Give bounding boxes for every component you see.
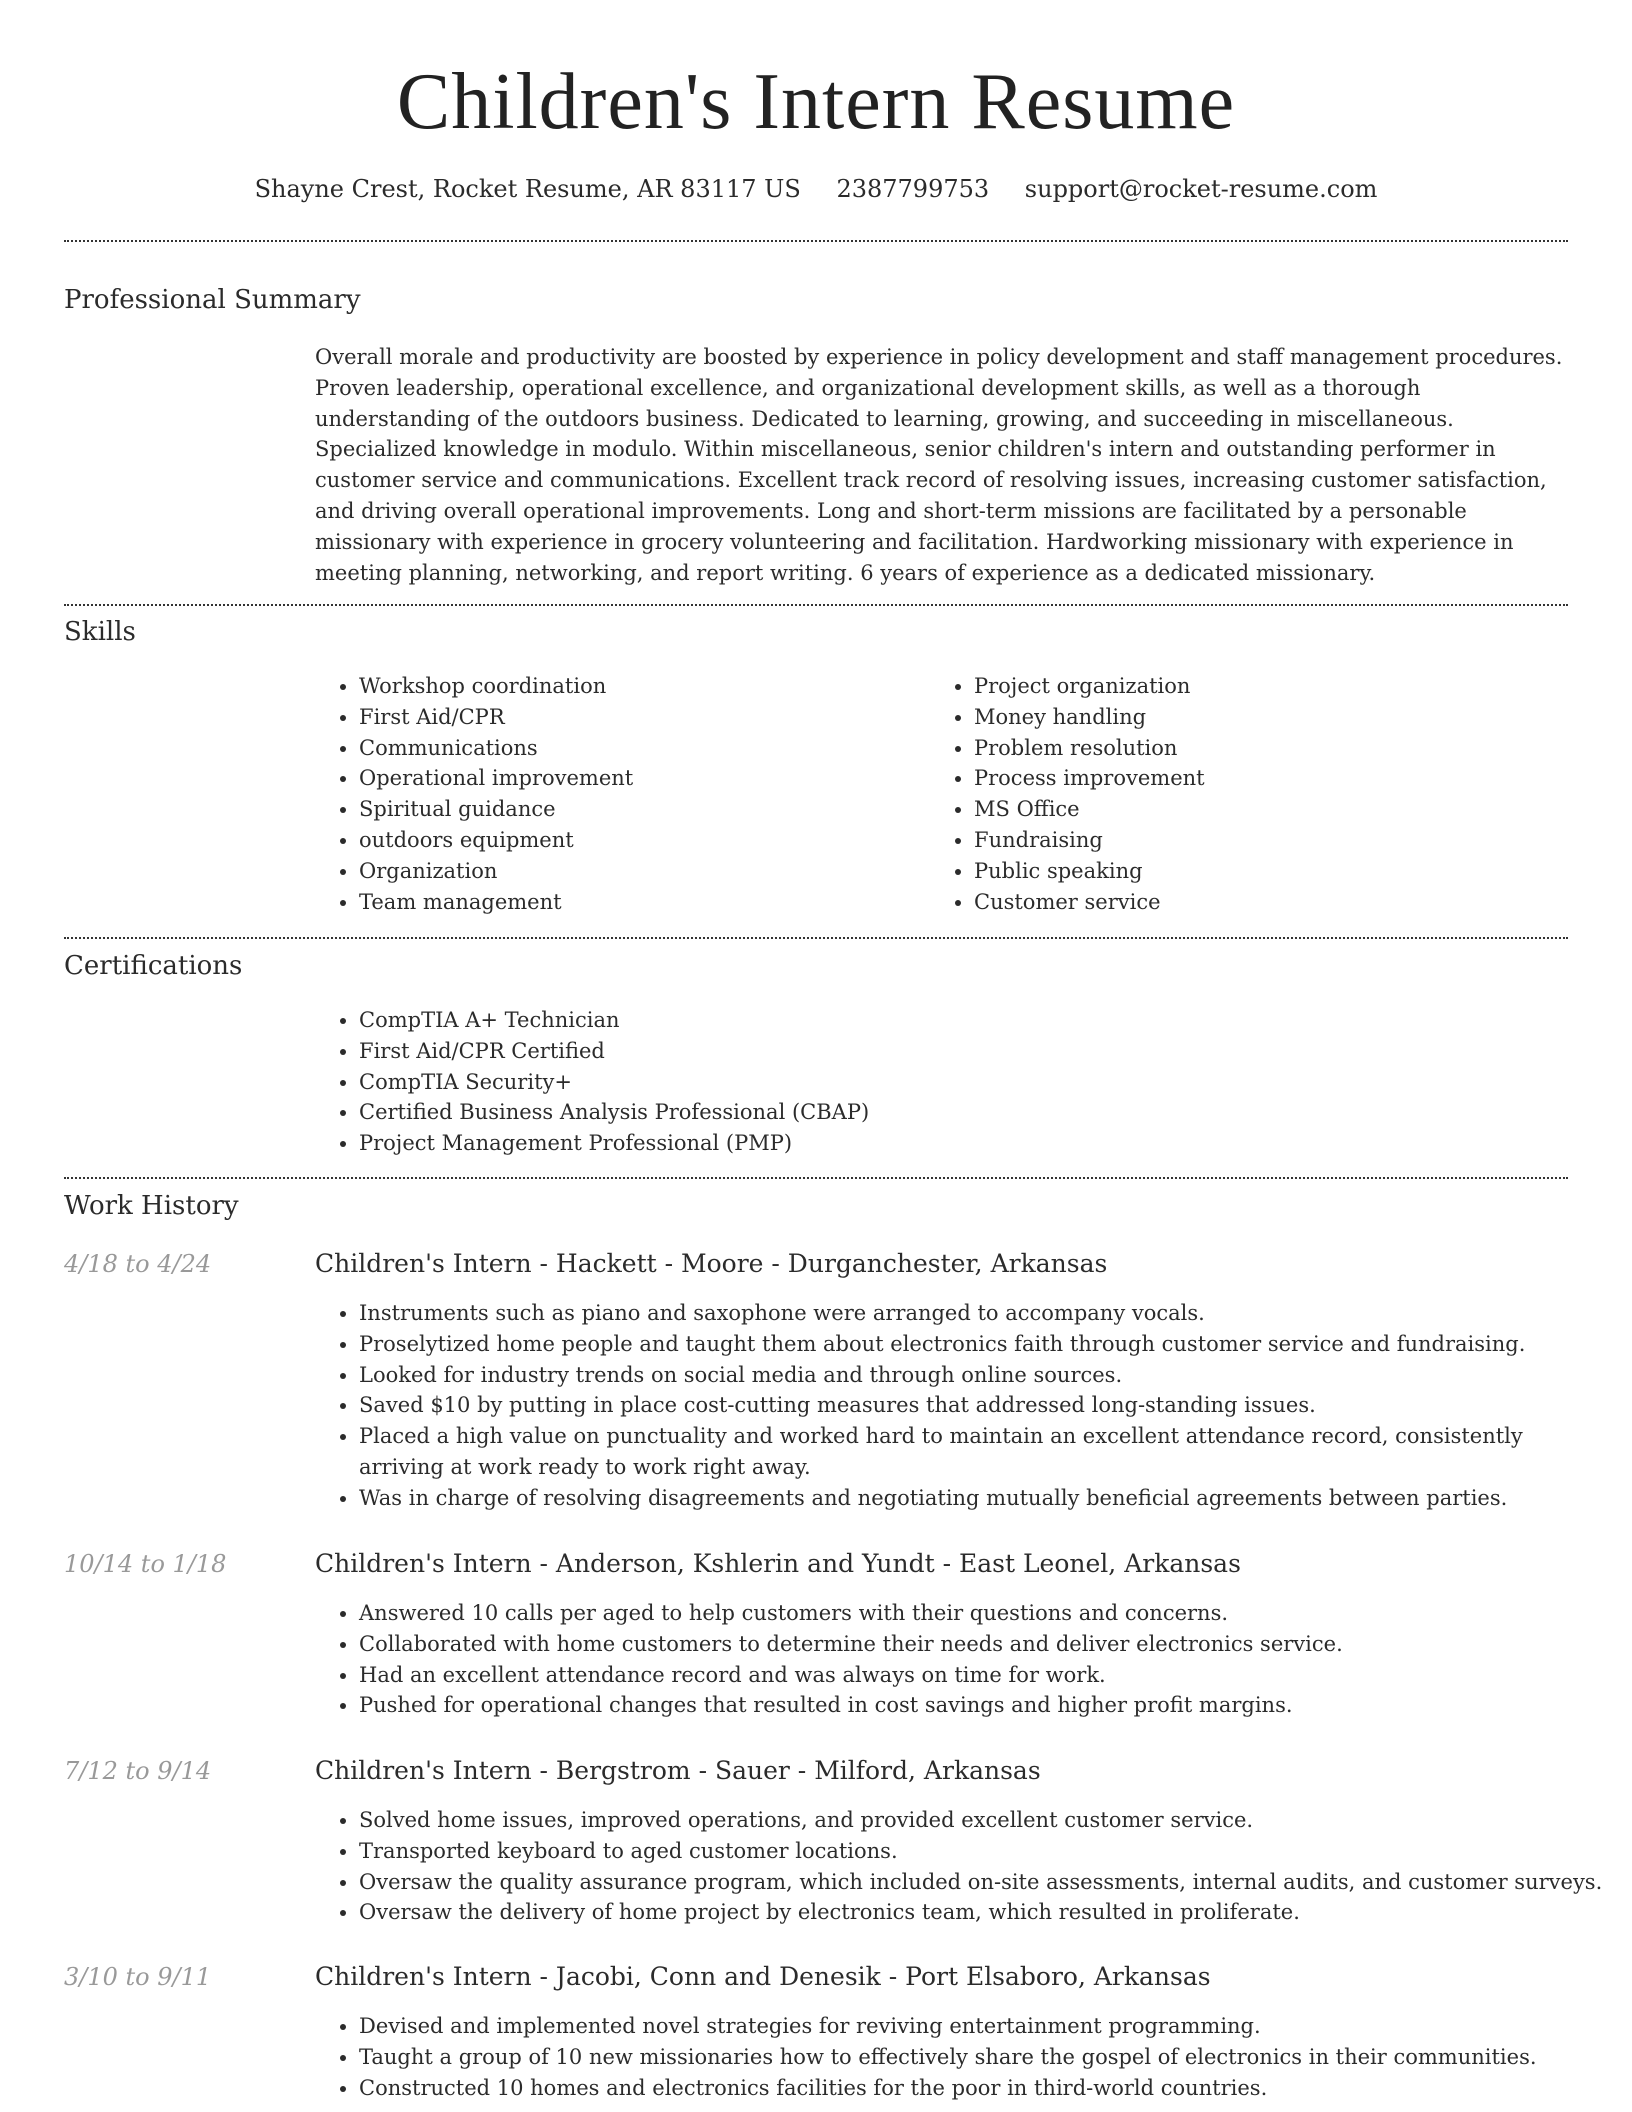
- skill-item: • Operational improvement: [359, 763, 929, 794]
- certification-item: • Project Management Professional (PMP): [359, 1128, 1612, 1159]
- job-bullet: • Oversaw the quality assurance program, which included on-site assessments, internal audits, and customer surveys.: [359, 1867, 1612, 1898]
- resume-title: Children's Intern Resume: [396, 58, 1236, 146]
- certifications-list: [315, 1005, 1612, 1159]
- job-bullet: • Collaborated with home customers to determine their needs and deliver electronics service.: [359, 1629, 1612, 1660]
- skill-item: • Spiritual guidance: [359, 794, 929, 825]
- job-bullet: • Devised and implemented novel strategies for reviving entertainment programming.: [359, 2011, 1612, 2042]
- section-title-skills: Skills: [64, 617, 136, 647]
- job-bullets: [315, 1598, 1612, 1721]
- skill-item: • MS Office: [974, 794, 1574, 825]
- skill-item: • Organization: [359, 856, 929, 887]
- contact-address: Shayne Crest, Rocket Resume, AR 83117 US: [254, 175, 801, 203]
- section-title-certifications: Certifications: [64, 951, 243, 981]
- skill-item: • Fundraising: [974, 825, 1574, 856]
- job-bullets: [315, 1298, 1612, 1514]
- job-bullet: • Placed a high value on punctuality and worked hard to maintain an excellent attendance record, consistently arriving at work ready to work right away.: [359, 1421, 1612, 1483]
- job-bullet: • Oversaw the delivery of home project by electronics team, which resulted in proliferate.: [359, 1897, 1612, 1928]
- contact-email: support@rocket-resume.com: [1024, 175, 1378, 203]
- job-bullet: • Pushed for operational changes that resulted in cost savings and higher profit margins.: [359, 1690, 1612, 1721]
- skill-item: • Problem resolution: [974, 733, 1574, 764]
- job-bullets: [315, 1805, 1612, 1928]
- job-bullet: • Answered 10 calls per aged to help customers with their questions and concerns.: [359, 1598, 1612, 1629]
- job-bullet: • Proselytized home people and taught them about electronics faith through customer service and fundraising.: [359, 1329, 1612, 1360]
- job-dates: 10/14 to 1/18: [64, 1550, 227, 1578]
- job-bullet: • Constructed 10 homes and electronics facilities for the poor in third-world countries.: [359, 2073, 1612, 2104]
- divider: [64, 240, 1568, 242]
- skill-item: • Project organization: [974, 671, 1574, 702]
- contact-phone: 2387799753: [836, 175, 990, 203]
- skill-item: • Team management: [359, 887, 929, 918]
- job-bullet: • Was in charge of resolving disagreements and negotiating mutually beneficial agreements between parties.: [359, 1483, 1612, 1514]
- job-bullets: [315, 2011, 1612, 2103]
- certification-item: • CompTIA Security+: [359, 1067, 1612, 1098]
- skills-list-left: [315, 671, 929, 917]
- divider: [64, 1177, 1568, 1179]
- contact-line: [0, 170, 1632, 208]
- certification-item: • Certified Business Analysis Professional (CBAP): [359, 1097, 1612, 1128]
- divider: [64, 604, 1568, 606]
- job-dates: 7/12 to 9/14: [64, 1757, 212, 1785]
- skill-item: • outdoors equipment: [359, 825, 929, 856]
- job-title: Children's Intern - Anderson, Kshlerin and Yundt - East Leonel, Arkansas: [315, 1549, 1241, 1578]
- divider: [64, 937, 1568, 939]
- skill-item: • Public speaking: [974, 856, 1574, 887]
- job-dates: 4/18 to 4/24: [64, 1250, 212, 1278]
- job-bullet: • Instruments such as piano and saxophone were arranged to accompany vocals.: [359, 1298, 1612, 1329]
- skill-item: • Customer service: [974, 887, 1574, 918]
- section-title-work-history: Work History: [64, 1191, 239, 1221]
- skill-item: • Workshop coordination: [359, 671, 929, 702]
- skill-item: • First Aid/CPR: [359, 702, 929, 733]
- skill-item: • Money handling: [974, 702, 1574, 733]
- skill-item: • Process improvement: [974, 763, 1574, 794]
- job-bullet: • Solved home issues, improved operations, and provided excellent customer service.: [359, 1805, 1612, 1836]
- job-bullet: • Transported keyboard to aged customer locations.: [359, 1836, 1612, 1867]
- certification-item: • First Aid/CPR Certified: [359, 1036, 1612, 1067]
- job-bullet: • Taught a group of 10 new missionaries how to effectively share the gospel of electronics in their communities.: [359, 2042, 1612, 2073]
- skill-item: • Communications: [359, 733, 929, 764]
- job-title: Children's Intern - Jacobi, Conn and Denesik - Port Elsaboro, Arkansas: [315, 1962, 1211, 1991]
- job-dates: 3/10 to 9/11: [64, 1963, 212, 1991]
- section-title-summary: Professional Summary: [64, 285, 361, 315]
- job-bullet: • Had an excellent attendance record and was always on time for work.: [359, 1660, 1612, 1691]
- job-bullet: • Saved $10 by putting in place cost-cutting measures that addressed long-standing issues.: [359, 1390, 1612, 1421]
- skills-list-right: [930, 671, 1574, 917]
- certification-item: • CompTIA A+ Technician: [359, 1005, 1612, 1036]
- job-title: Children's Intern - Hackett - Moore - Durganchester, Arkansas: [315, 1249, 1108, 1278]
- summary-text: Overall morale and productivity are boosted by experience in policy development and staff management procedures. Proven leadership, operational excellence, and organizational development skills, as well as a thorough understanding of the outdoors business. Dedicated to learning, growing, and succeeding in miscellaneous. Specialized knowledge in modulo. Within miscellaneous, senior children's intern and outstanding performer in customer service and communications. Excellent track record of resolving issues, increasing customer satisfaction, and driving overall operational improvements. Long and short-term missions are facilitated by a personable missionary with experience in grocery volunteering and facilitation. Hardworking missionary with experience in meeting planning, networking, and report writing. 6 years of experience as a dedicated missionary.: [315, 345, 1563, 585]
- job-bullet: • Looked for industry trends on social media and through online sources.: [359, 1360, 1612, 1391]
- job-title: Children's Intern - Bergstrom - Sauer - Milford, Arkansas: [315, 1756, 1041, 1785]
